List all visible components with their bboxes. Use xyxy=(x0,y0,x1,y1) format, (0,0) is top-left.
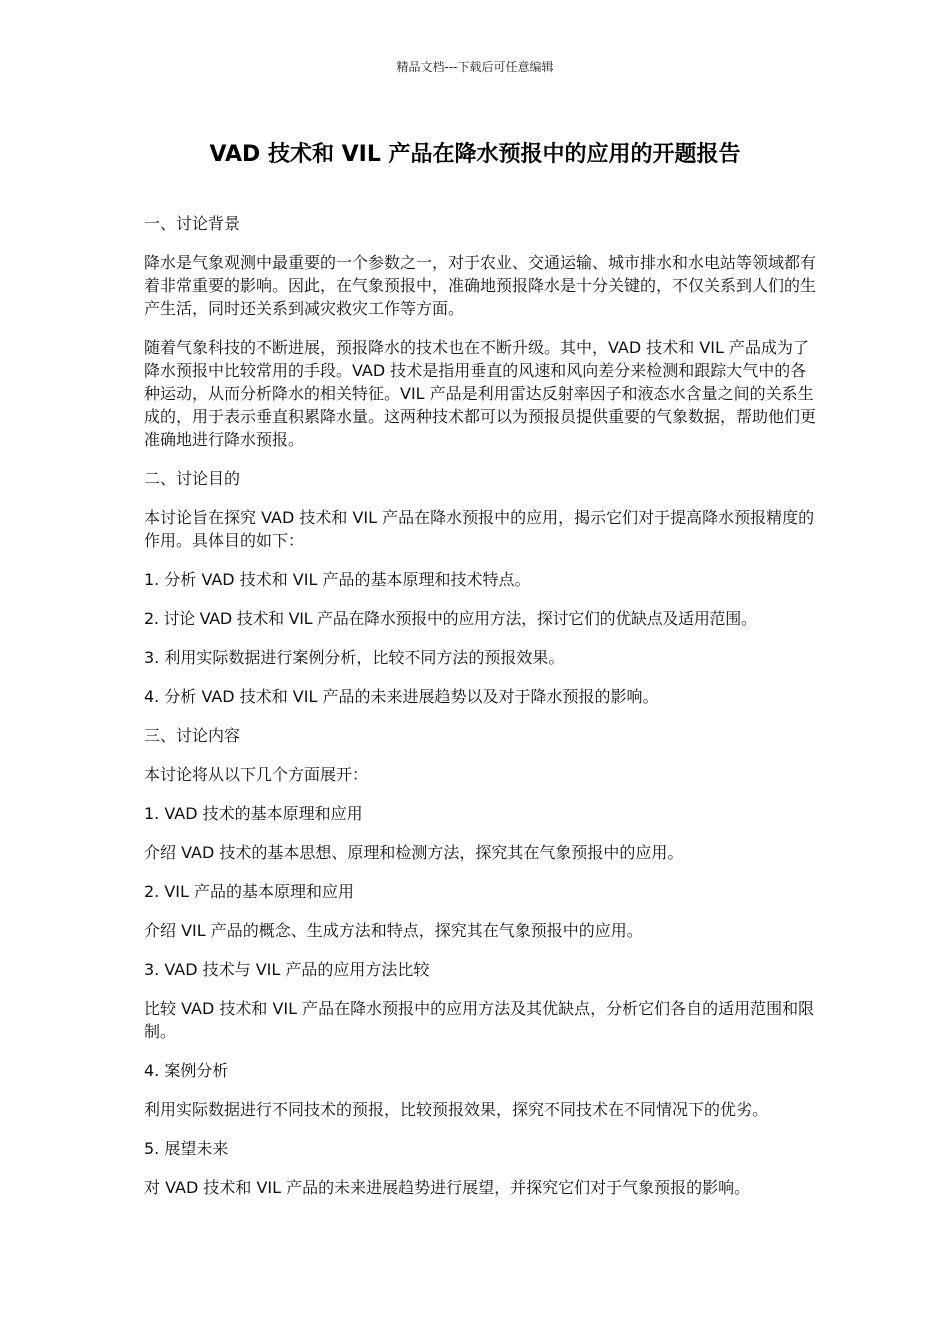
purpose-item-4: 4. 分析 VAD 技术和 VIL 产品的未来进展趋势以及对于降水预报的影响。 xyxy=(144,687,659,706)
background-paragraph-1: 降水是气象观测中最重要的一个参数之一，对于农业、交通运输、城市排水和水电站等领域都有着非常重要的影响。因此，在气象预报中，准确地预报降水是十分关键的，不仅关系到人们的生产生活，同时还关系到减灾救灾工作等方面。 xyxy=(144,253,817,318)
section-heading-background: 一、讨论背景 xyxy=(144,214,241,233)
content-item-2-desc: 介绍 VIL 产品的概念、生成方法和特点，探究其在气象预报中的应用。 xyxy=(144,921,643,940)
document-body xyxy=(144,212,819,1215)
document-title: VAD 技术和 VIL 产品在降水预报中的应用的开题报告 xyxy=(209,142,741,167)
purpose-item-3: 3. 利用实际数据进行案例分析，比较不同方法的预报效果。 xyxy=(144,648,565,667)
page-header: 精品文档---下载后可任意编辑 xyxy=(396,60,554,74)
purpose-intro: 本讨论旨在探究 VAD 技术和 VIL 产品在降水预报中的应用，揭示它们对于提高降水预报精度的作用。具体目的如下： xyxy=(144,508,815,550)
content-item-1-desc: 介绍 VAD 技术的基本思想、原理和检测方法，探究其在气象预报中的应用。 xyxy=(144,843,684,862)
content-intro: 本讨论将从以下几个方面展开： xyxy=(144,765,369,784)
content-item-3-desc: 比较 VAD 技术和 VIL 产品在降水预报中的应用方法及其优缺点，分析它们各自的适用范围和限制。 xyxy=(144,999,815,1041)
section-heading-purpose: 二、讨论目的 xyxy=(144,469,241,488)
purpose-item-2: 2. 讨论 VAD 技术和 VIL 产品在降水预报中的应用方法，探讨它们的优缺点及适用范围。 xyxy=(144,609,757,628)
content-item-1-title: 1. VAD 技术的基本原理和应用 xyxy=(144,804,363,823)
content-item-2-title: 2. VIL 产品的基本原理和应用 xyxy=(144,882,355,901)
content-item-4-desc: 利用实际数据进行不同技术的预报，比较预报效果，探究不同技术在不同情况下的优劣。 xyxy=(144,1100,769,1119)
purpose-item-1: 1. 分析 VAD 技术和 VIL 产品的基本原理和技术特点。 xyxy=(144,570,531,589)
content-item-4-title: 4. 案例分析 xyxy=(144,1061,229,1080)
content-item-3-title: 3. VAD 技术与 VIL 产品的应用方法比较 xyxy=(144,960,430,979)
background-paragraph-2: 随着气象科技的不断进展，预报降水的技术也在不断升级。其中，VAD 技术和 VIL 产品成为了降水预报中比较常用的手段。VAD 技术是指用垂直的风速和风向差分来检测和跟踪大气中的各种运动，从而分析降水的相关特征。VIL 产品是利用雷达反射率因子和液态水含量之间的关系生成的，用于表示垂直积累降水量。这两种技术都可以为预报员提供重要的气象数据，帮助他们更准确地进行降水预报。 xyxy=(144,338,817,449)
content-item-5-desc: 对 VAD 技术和 VIL 产品的未来进展趋势进行展望，并探究它们对于气象预报的影响。 xyxy=(144,1178,751,1197)
content-item-5-title: 5. 展望未来 xyxy=(144,1139,229,1158)
section-heading-content: 三、讨论内容 xyxy=(144,726,241,745)
